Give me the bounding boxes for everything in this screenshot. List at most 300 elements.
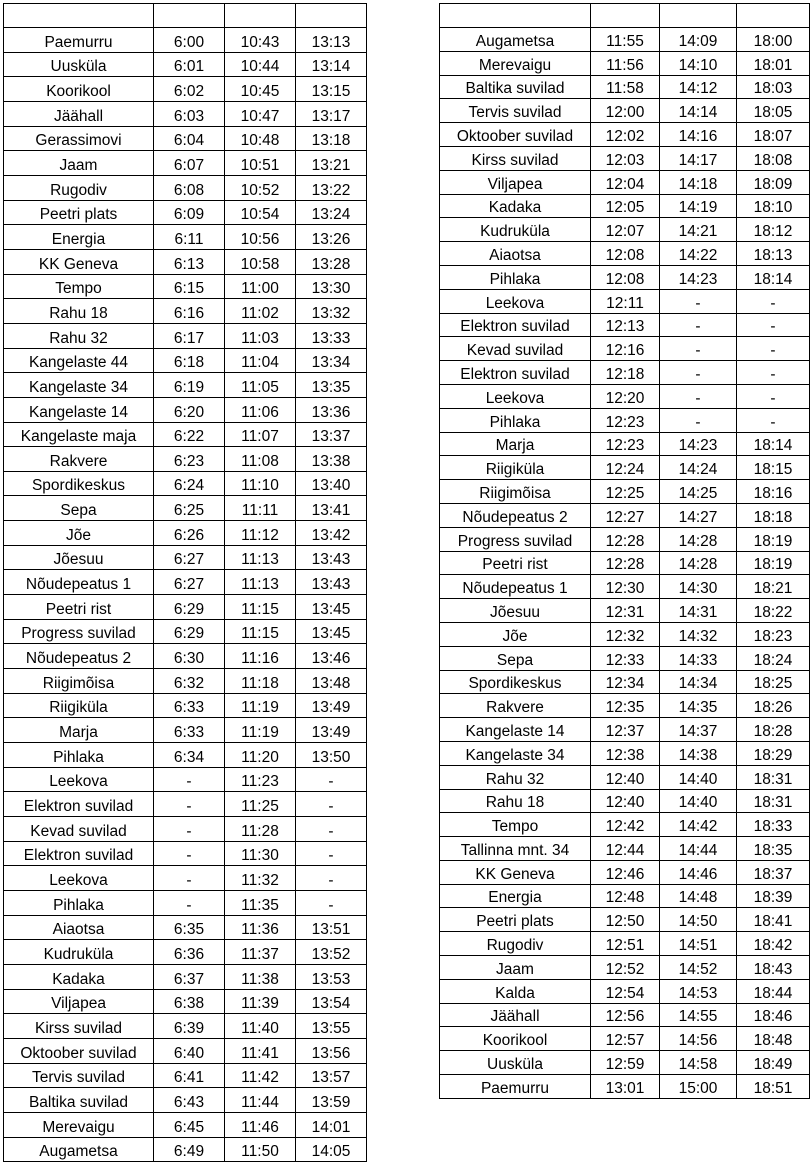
departure-time-1-cell: 12:23 bbox=[591, 408, 660, 432]
departure-time-1-cell: 6:03 bbox=[154, 101, 225, 126]
table-row bbox=[4, 299, 367, 324]
departure-time-3-cell: 13:38 bbox=[296, 447, 367, 472]
departure-time-2-cell: 11:44 bbox=[225, 1088, 296, 1113]
stop-name-cell: Leekova bbox=[4, 767, 154, 792]
table-row bbox=[4, 249, 367, 274]
table-row bbox=[4, 1038, 367, 1063]
departure-time-1-cell: 12:03 bbox=[591, 146, 660, 170]
stop-name-cell: Gerassimovi bbox=[4, 126, 154, 151]
stop-name-cell: Nõudepeatus 1 bbox=[440, 575, 591, 599]
departure-time-3-cell: 18:19 bbox=[737, 551, 810, 575]
stop-name-cell: Kangelaste 14 bbox=[4, 397, 154, 422]
departure-time-3-cell: 18:21 bbox=[737, 575, 810, 599]
table-row bbox=[4, 743, 367, 768]
departure-time-1-cell: - bbox=[154, 817, 225, 842]
departure-time-2-cell: 14:22 bbox=[660, 242, 737, 266]
table-row bbox=[440, 194, 810, 218]
table-row bbox=[440, 503, 810, 527]
departure-time-1-cell: 12:16 bbox=[591, 337, 660, 361]
stop-name-cell: Pihlaka bbox=[4, 890, 154, 915]
table-row bbox=[440, 979, 810, 1003]
departure-time-2-cell: 11:16 bbox=[225, 644, 296, 669]
table-row bbox=[440, 289, 810, 313]
header-cell bbox=[440, 4, 591, 28]
table-row bbox=[4, 521, 367, 546]
departure-time-1-cell: 6:16 bbox=[154, 299, 225, 324]
departure-time-2-cell: 14:33 bbox=[660, 646, 737, 670]
table-row bbox=[4, 274, 367, 299]
departure-time-2-cell: 11:03 bbox=[225, 323, 296, 348]
departure-time-1-cell: 12:18 bbox=[591, 361, 660, 385]
stop-name-cell: Spordikeskus bbox=[440, 670, 591, 694]
departure-time-1-cell: 12:37 bbox=[591, 718, 660, 742]
table-row bbox=[4, 323, 367, 348]
table-row bbox=[4, 570, 367, 595]
departure-time-2-cell: 11:18 bbox=[225, 669, 296, 694]
departure-time-2-cell: 10:58 bbox=[225, 249, 296, 274]
departure-time-3-cell: 18:13 bbox=[737, 242, 810, 266]
departure-time-2-cell: 14:32 bbox=[660, 622, 737, 646]
stop-name-cell: Kangelaste 34 bbox=[440, 741, 591, 765]
stop-name-cell: Rahu 32 bbox=[4, 323, 154, 348]
table-row bbox=[4, 52, 367, 77]
table-row bbox=[440, 1075, 810, 1099]
departure-time-2-cell: 14:42 bbox=[660, 813, 737, 837]
stop-name-cell: Leekova bbox=[440, 384, 591, 408]
departure-time-3-cell: 13:24 bbox=[296, 200, 367, 225]
departure-time-3-cell: 18:31 bbox=[737, 789, 810, 813]
departure-time-1-cell: 12:28 bbox=[591, 551, 660, 575]
stop-name-cell: Tervis suvilad bbox=[440, 99, 591, 123]
departure-time-2-cell: 14:34 bbox=[660, 670, 737, 694]
departure-time-3-cell: - bbox=[296, 890, 367, 915]
table-row bbox=[440, 813, 810, 837]
stop-name-cell: Augametsa bbox=[4, 1137, 154, 1162]
stop-name-cell: Peetri plats bbox=[4, 200, 154, 225]
departure-time-2-cell: 11:40 bbox=[225, 1014, 296, 1039]
departure-time-1-cell: 6:30 bbox=[154, 644, 225, 669]
departure-time-2-cell: 11:23 bbox=[225, 767, 296, 792]
table-row bbox=[4, 644, 367, 669]
table-row bbox=[4, 989, 367, 1014]
departure-time-1-cell: 6:26 bbox=[154, 521, 225, 546]
stop-name-cell: Augametsa bbox=[440, 28, 591, 52]
stop-name-cell: Nõudepeatus 2 bbox=[440, 503, 591, 527]
departure-time-2-cell: 14:37 bbox=[660, 718, 737, 742]
departure-time-2-cell: 14:35 bbox=[660, 694, 737, 718]
table-row bbox=[4, 817, 367, 842]
departure-time-3-cell: 18:43 bbox=[737, 956, 810, 980]
departure-time-2-cell: 14:44 bbox=[660, 837, 737, 861]
departure-time-3-cell: 13:21 bbox=[296, 151, 367, 176]
departure-time-3-cell: 13:28 bbox=[296, 249, 367, 274]
table-row bbox=[440, 313, 810, 337]
departure-time-3-cell: 18:48 bbox=[737, 1027, 810, 1051]
departure-time-2-cell: 14:51 bbox=[660, 932, 737, 956]
table-row bbox=[4, 915, 367, 940]
stop-name-cell: Rakvere bbox=[4, 447, 154, 472]
departure-time-3-cell: - bbox=[296, 792, 367, 817]
stop-name-cell: Progress suvilad bbox=[4, 619, 154, 644]
table-row bbox=[440, 456, 810, 480]
stop-name-cell: Riigimõisa bbox=[4, 669, 154, 694]
departure-time-2-cell: 15:00 bbox=[660, 1075, 737, 1099]
table-row bbox=[440, 694, 810, 718]
header-cell bbox=[660, 4, 737, 28]
departure-time-1-cell: 12:00 bbox=[591, 99, 660, 123]
header-row bbox=[440, 4, 810, 28]
stop-name-cell: Sepa bbox=[440, 646, 591, 670]
departure-time-1-cell: 12:30 bbox=[591, 575, 660, 599]
departure-time-3-cell: 13:13 bbox=[296, 28, 367, 53]
departure-time-1-cell: 12:44 bbox=[591, 837, 660, 861]
departure-time-3-cell: 18:24 bbox=[737, 646, 810, 670]
departure-time-1-cell: - bbox=[154, 767, 225, 792]
departure-time-3-cell: 18:14 bbox=[737, 432, 810, 456]
departure-time-2-cell: 14:52 bbox=[660, 956, 737, 980]
stop-name-cell: Viljapea bbox=[440, 170, 591, 194]
header-cell bbox=[591, 4, 660, 28]
table-row bbox=[440, 146, 810, 170]
departure-time-1-cell: 6:33 bbox=[154, 693, 225, 718]
departure-time-1-cell: 12:07 bbox=[591, 218, 660, 242]
stop-name-cell: Kangelaste 34 bbox=[4, 373, 154, 398]
departure-time-1-cell: 12:48 bbox=[591, 884, 660, 908]
table-row bbox=[440, 551, 810, 575]
departure-time-2-cell: 11:11 bbox=[225, 496, 296, 521]
departure-time-2-cell: 14:40 bbox=[660, 789, 737, 813]
departure-time-1-cell: 6:34 bbox=[154, 743, 225, 768]
table-row bbox=[4, 175, 367, 200]
departure-time-3-cell: 13:26 bbox=[296, 225, 367, 250]
departure-time-1-cell: 12:25 bbox=[591, 480, 660, 504]
stop-name-cell: Baltika suvilad bbox=[4, 1088, 154, 1113]
table-row bbox=[440, 837, 810, 861]
departure-time-1-cell: 12:50 bbox=[591, 908, 660, 932]
departure-time-3-cell: 18:39 bbox=[737, 884, 810, 908]
departure-time-2-cell: - bbox=[660, 384, 737, 408]
departure-time-3-cell: 18:05 bbox=[737, 99, 810, 123]
departure-time-3-cell: 13:14 bbox=[296, 52, 367, 77]
departure-time-2-cell: 10:44 bbox=[225, 52, 296, 77]
stop-name-cell: Merevaigu bbox=[440, 51, 591, 75]
stop-name-cell: Riigimõisa bbox=[440, 480, 591, 504]
table-row bbox=[440, 956, 810, 980]
departure-time-2-cell: 14:48 bbox=[660, 884, 737, 908]
departure-time-1-cell: 6:25 bbox=[154, 496, 225, 521]
table-row bbox=[4, 1014, 367, 1039]
departure-time-1-cell: 12:28 bbox=[591, 527, 660, 551]
departure-time-3-cell: 13:46 bbox=[296, 644, 367, 669]
table-row bbox=[440, 670, 810, 694]
stop-name-cell: Rugodiv bbox=[4, 175, 154, 200]
departure-time-2-cell: 11:41 bbox=[225, 1038, 296, 1063]
departure-time-3-cell: 18:01 bbox=[737, 51, 810, 75]
departure-time-1-cell: 12:08 bbox=[591, 242, 660, 266]
departure-time-1-cell: - bbox=[154, 841, 225, 866]
stop-name-cell: Tempo bbox=[4, 274, 154, 299]
departure-time-3-cell: 18:25 bbox=[737, 670, 810, 694]
stop-name-cell: Kirss suvilad bbox=[4, 1014, 154, 1039]
departure-time-2-cell: 14:31 bbox=[660, 599, 737, 623]
departure-time-3-cell: 18:28 bbox=[737, 718, 810, 742]
departure-time-3-cell: 13:17 bbox=[296, 101, 367, 126]
departure-time-3-cell: 18:08 bbox=[737, 146, 810, 170]
departure-time-1-cell: 6:24 bbox=[154, 471, 225, 496]
departure-time-3-cell: 18:18 bbox=[737, 503, 810, 527]
departure-time-3-cell: 13:15 bbox=[296, 77, 367, 102]
departure-time-3-cell: 13:52 bbox=[296, 940, 367, 965]
departure-time-1-cell: 6:40 bbox=[154, 1038, 225, 1063]
departure-time-2-cell: 14:25 bbox=[660, 480, 737, 504]
table-row bbox=[4, 101, 367, 126]
departure-time-1-cell: 12:42 bbox=[591, 813, 660, 837]
departure-time-2-cell: 11:00 bbox=[225, 274, 296, 299]
departure-time-2-cell: 14:50 bbox=[660, 908, 737, 932]
table-row bbox=[440, 932, 810, 956]
departure-time-1-cell: 12:11 bbox=[591, 289, 660, 313]
stop-name-cell: Nõudepeatus 1 bbox=[4, 570, 154, 595]
stop-name-cell: Kudruküla bbox=[4, 940, 154, 965]
departure-time-1-cell: 11:55 bbox=[591, 28, 660, 52]
stop-name-cell: Paemurru bbox=[4, 28, 154, 53]
departure-time-3-cell: 13:35 bbox=[296, 373, 367, 398]
table-row bbox=[440, 575, 810, 599]
departure-time-2-cell: 14:12 bbox=[660, 75, 737, 99]
table-row bbox=[4, 545, 367, 570]
table-row bbox=[4, 151, 367, 176]
departure-time-1-cell: 12:52 bbox=[591, 956, 660, 980]
table-row bbox=[4, 225, 367, 250]
departure-time-1-cell: 6:00 bbox=[154, 28, 225, 53]
table-row bbox=[440, 622, 810, 646]
departure-time-3-cell: 18:51 bbox=[737, 1075, 810, 1099]
stop-name-cell: Merevaigu bbox=[4, 1112, 154, 1137]
header-cell bbox=[154, 4, 225, 28]
table-row bbox=[440, 123, 810, 147]
table-row bbox=[440, 527, 810, 551]
table-row bbox=[440, 242, 810, 266]
departure-time-3-cell: 13:18 bbox=[296, 126, 367, 151]
stop-name-cell: Koorikool bbox=[440, 1027, 591, 1051]
table-row bbox=[4, 940, 367, 965]
departure-time-3-cell: 13:53 bbox=[296, 964, 367, 989]
departure-time-3-cell: 13:43 bbox=[296, 570, 367, 595]
departure-time-3-cell: 13:57 bbox=[296, 1063, 367, 1088]
departure-time-3-cell: - bbox=[737, 361, 810, 385]
departure-time-2-cell: 11:08 bbox=[225, 447, 296, 472]
departure-time-1-cell: 6:33 bbox=[154, 718, 225, 743]
table-row bbox=[4, 964, 367, 989]
departure-time-3-cell: 18:37 bbox=[737, 860, 810, 884]
table-row bbox=[440, 99, 810, 123]
departure-time-1-cell: 6:27 bbox=[154, 545, 225, 570]
departure-time-3-cell: 13:51 bbox=[296, 915, 367, 940]
departure-time-2-cell: 11:32 bbox=[225, 866, 296, 891]
departure-time-1-cell: 6:32 bbox=[154, 669, 225, 694]
departure-time-3-cell: 13:59 bbox=[296, 1088, 367, 1113]
departure-time-2-cell: 10:48 bbox=[225, 126, 296, 151]
table-row bbox=[4, 619, 367, 644]
departure-time-3-cell: 13:42 bbox=[296, 521, 367, 546]
departure-time-2-cell: 11:46 bbox=[225, 1112, 296, 1137]
table-row bbox=[4, 718, 367, 743]
table-row bbox=[440, 432, 810, 456]
stop-name-cell: Nõudepeatus 2 bbox=[4, 644, 154, 669]
departure-time-2-cell: - bbox=[660, 361, 737, 385]
departure-time-2-cell: 11:19 bbox=[225, 693, 296, 718]
departure-time-2-cell: 11:25 bbox=[225, 792, 296, 817]
stop-name-cell: Sepa bbox=[4, 496, 154, 521]
departure-time-2-cell: 11:07 bbox=[225, 422, 296, 447]
table-row bbox=[4, 28, 367, 53]
departure-time-1-cell: 6:22 bbox=[154, 422, 225, 447]
departure-time-3-cell: 13:56 bbox=[296, 1038, 367, 1063]
stop-name-cell: Spordikeskus bbox=[4, 471, 154, 496]
departure-time-1-cell: 6:37 bbox=[154, 964, 225, 989]
departure-time-2-cell: 14:24 bbox=[660, 456, 737, 480]
stop-name-cell: Kalda bbox=[440, 979, 591, 1003]
stop-name-cell: Uusküla bbox=[440, 1051, 591, 1075]
departure-time-2-cell: 14:40 bbox=[660, 765, 737, 789]
departure-time-1-cell: 12:59 bbox=[591, 1051, 660, 1075]
departure-time-1-cell: 12:38 bbox=[591, 741, 660, 765]
departure-time-2-cell: 14:28 bbox=[660, 551, 737, 575]
departure-time-2-cell: 14:38 bbox=[660, 741, 737, 765]
stop-name-cell: Rahu 18 bbox=[440, 789, 591, 813]
departure-time-3-cell: 13:41 bbox=[296, 496, 367, 521]
table-row bbox=[440, 337, 810, 361]
departure-time-2-cell: 14:21 bbox=[660, 218, 737, 242]
departure-time-3-cell: 13:49 bbox=[296, 718, 367, 743]
departure-time-2-cell: 11:39 bbox=[225, 989, 296, 1014]
stop-name-cell: KK Geneva bbox=[4, 249, 154, 274]
departure-time-1-cell: 6:49 bbox=[154, 1137, 225, 1162]
stop-name-cell: Riigiküla bbox=[4, 693, 154, 718]
stop-name-cell: Progress suvilad bbox=[440, 527, 591, 551]
departure-time-2-cell: 11:19 bbox=[225, 718, 296, 743]
departure-time-3-cell: 18:33 bbox=[737, 813, 810, 837]
departure-time-1-cell: 6:29 bbox=[154, 619, 225, 644]
table-row bbox=[440, 789, 810, 813]
departure-time-1-cell: 6:09 bbox=[154, 200, 225, 225]
departure-time-3-cell: 18:31 bbox=[737, 765, 810, 789]
departure-time-1-cell: 6:02 bbox=[154, 77, 225, 102]
departure-time-1-cell: 12:13 bbox=[591, 313, 660, 337]
departure-time-2-cell: 10:52 bbox=[225, 175, 296, 200]
departure-time-1-cell: 12:32 bbox=[591, 622, 660, 646]
departure-time-1-cell: 12:20 bbox=[591, 384, 660, 408]
departure-time-2-cell: - bbox=[660, 408, 737, 432]
departure-time-3-cell: 18:14 bbox=[737, 265, 810, 289]
departure-time-2-cell: 11:13 bbox=[225, 570, 296, 595]
stop-name-cell: Riigiküla bbox=[440, 456, 591, 480]
header-row bbox=[4, 4, 367, 28]
departure-time-2-cell: 14:27 bbox=[660, 503, 737, 527]
departure-time-2-cell: 11:15 bbox=[225, 619, 296, 644]
departure-time-3-cell: 14:01 bbox=[296, 1112, 367, 1137]
departure-time-3-cell: 18:46 bbox=[737, 1003, 810, 1027]
stop-name-cell: Kangelaste maja bbox=[4, 422, 154, 447]
departure-time-2-cell: 11:30 bbox=[225, 841, 296, 866]
departure-time-2-cell: 11:13 bbox=[225, 545, 296, 570]
stop-name-cell: Jaam bbox=[440, 956, 591, 980]
departure-time-1-cell: 6:19 bbox=[154, 373, 225, 398]
departure-time-3-cell: 18:49 bbox=[737, 1051, 810, 1075]
stop-name-cell: Peetri rist bbox=[4, 595, 154, 620]
departure-time-2-cell: 14:56 bbox=[660, 1027, 737, 1051]
departure-time-2-cell: 11:20 bbox=[225, 743, 296, 768]
stop-name-cell: Leekova bbox=[440, 289, 591, 313]
departure-time-1-cell: 6:45 bbox=[154, 1112, 225, 1137]
table-row bbox=[4, 1137, 367, 1162]
departure-time-2-cell: 14:55 bbox=[660, 1003, 737, 1027]
departure-time-2-cell: 10:56 bbox=[225, 225, 296, 250]
departure-time-2-cell: 10:47 bbox=[225, 101, 296, 126]
stop-name-cell: Energia bbox=[4, 225, 154, 250]
table-row bbox=[440, 1027, 810, 1051]
departure-time-3-cell: 18:09 bbox=[737, 170, 810, 194]
departure-time-2-cell: 14:46 bbox=[660, 860, 737, 884]
table-row bbox=[440, 718, 810, 742]
departure-time-1-cell: 6:15 bbox=[154, 274, 225, 299]
table-row bbox=[4, 496, 367, 521]
departure-time-2-cell: - bbox=[660, 313, 737, 337]
stop-name-cell: Pihlaka bbox=[4, 743, 154, 768]
departure-time-1-cell: 12:40 bbox=[591, 765, 660, 789]
table-row bbox=[440, 1051, 810, 1075]
stop-name-cell: Elektron suvilad bbox=[440, 361, 591, 385]
departure-time-3-cell: 18:15 bbox=[737, 456, 810, 480]
departure-time-2-cell: 11:36 bbox=[225, 915, 296, 940]
stop-name-cell: Elektron suvilad bbox=[440, 313, 591, 337]
departure-time-1-cell: 12:56 bbox=[591, 1003, 660, 1027]
stop-name-cell: Kangelaste 14 bbox=[440, 718, 591, 742]
table-row bbox=[4, 595, 367, 620]
stop-name-cell: Jõesuu bbox=[440, 599, 591, 623]
departure-time-2-cell: 10:43 bbox=[225, 28, 296, 53]
departure-time-1-cell: 6:04 bbox=[154, 126, 225, 151]
stop-name-cell: Kadaka bbox=[4, 964, 154, 989]
table-row bbox=[440, 361, 810, 385]
table-row bbox=[440, 908, 810, 932]
departure-time-3-cell: - bbox=[737, 313, 810, 337]
stop-name-cell: Tervis suvilad bbox=[4, 1063, 154, 1088]
departure-time-3-cell: 13:54 bbox=[296, 989, 367, 1014]
header-cell bbox=[4, 4, 154, 28]
departure-time-2-cell: 14:23 bbox=[660, 265, 737, 289]
stop-name-cell: Kangelaste 44 bbox=[4, 348, 154, 373]
table-row bbox=[440, 646, 810, 670]
departure-time-1-cell: 12:08 bbox=[591, 265, 660, 289]
departure-time-1-cell: 6:11 bbox=[154, 225, 225, 250]
departure-time-1-cell: 12:23 bbox=[591, 432, 660, 456]
timetable-left bbox=[3, 3, 367, 1162]
stop-name-cell: Kadaka bbox=[440, 194, 591, 218]
departure-time-1-cell: 12:31 bbox=[591, 599, 660, 623]
departure-time-1-cell: 6:20 bbox=[154, 397, 225, 422]
departure-time-2-cell: - bbox=[660, 337, 737, 361]
stop-name-cell: Marja bbox=[4, 718, 154, 743]
departure-time-3-cell: 13:32 bbox=[296, 299, 367, 324]
departure-time-1-cell: 12:46 bbox=[591, 860, 660, 884]
departure-time-2-cell: 11:04 bbox=[225, 348, 296, 373]
departure-time-1-cell: 12:33 bbox=[591, 646, 660, 670]
departure-time-1-cell: 11:58 bbox=[591, 75, 660, 99]
stop-name-cell: Oktoober suvilad bbox=[4, 1038, 154, 1063]
departure-time-2-cell: 10:51 bbox=[225, 151, 296, 176]
stop-name-cell: Marja bbox=[440, 432, 591, 456]
